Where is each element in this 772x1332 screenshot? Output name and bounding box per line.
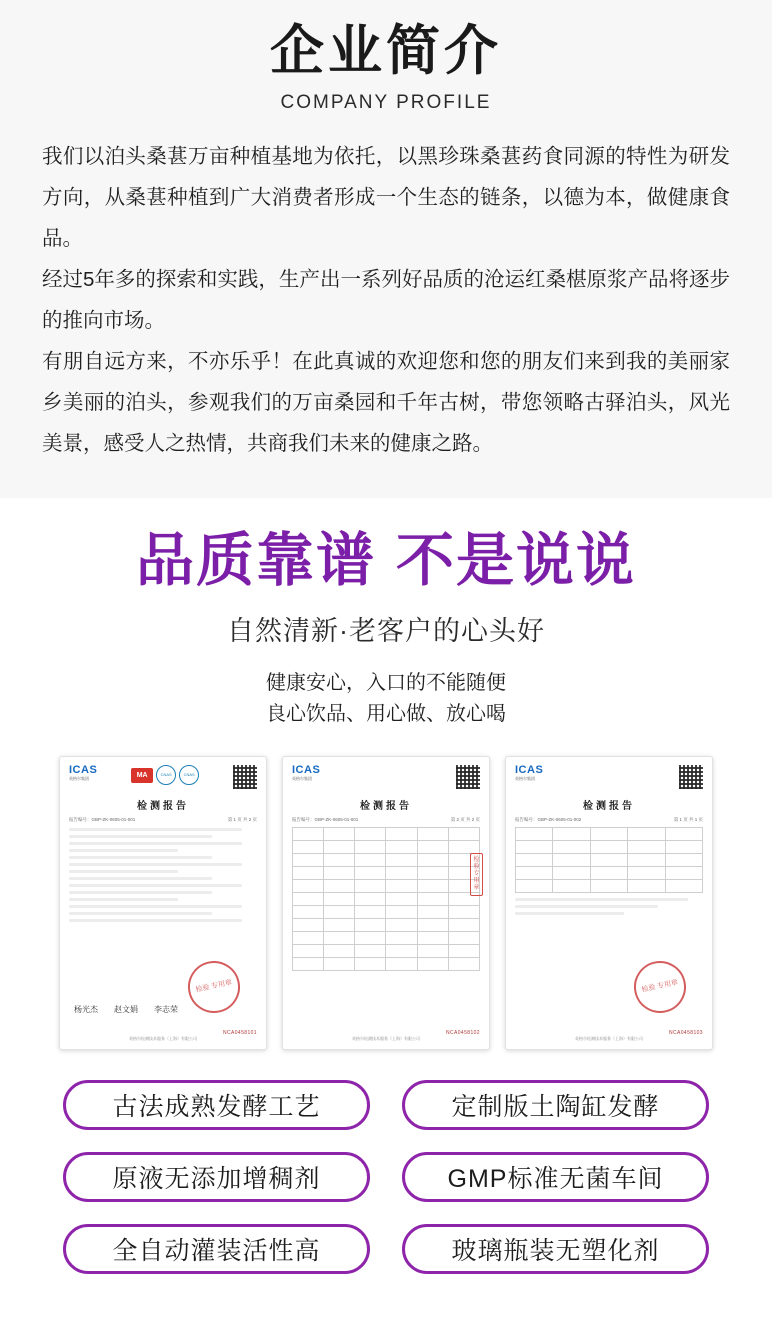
- company-profile-section: [0, 0, 772, 498]
- page-number: 第 1 页 共 2 页: [227, 817, 257, 823]
- text-line: [69, 863, 242, 866]
- side-stamp: 检验专用章: [470, 853, 483, 895]
- certificate-title: 检测报告: [137, 801, 189, 813]
- quality-headline: [0, 526, 772, 596]
- certificate-title: 检测报告: [583, 801, 635, 813]
- icas-logo-text: ICAS: [515, 764, 544, 777]
- page-title: 企业简介: [270, 21, 502, 81]
- text-line: [69, 877, 212, 880]
- cnas-badge-icon: CNAS: [156, 765, 176, 785]
- profile-body: [42, 136, 730, 464]
- table-row: [293, 880, 480, 893]
- icas-logo-text: ICAS: [69, 764, 98, 777]
- feature-pill[interactable]: 原液无添加增稠剂: [63, 1152, 370, 1202]
- text-line: [69, 856, 212, 859]
- quality-subtitle: 自然清新·老客户的心头好: [227, 616, 545, 647]
- table-row: [293, 919, 480, 932]
- signature: 赵文娟: [114, 1005, 138, 1015]
- certificate-meta: [292, 817, 480, 823]
- certificate-meta: [515, 817, 703, 823]
- table-row: [293, 958, 480, 971]
- text-line: [69, 884, 242, 887]
- report-number: 报告编号：GBP-ZK-0605-01-001: [69, 817, 136, 823]
- accreditation-badges: [131, 765, 199, 785]
- certificate-code: NCA0458102: [445, 1030, 480, 1037]
- table-row: [516, 880, 703, 893]
- certificate-title: 检测报告: [360, 801, 412, 813]
- official-stamp: 检验 专用章: [183, 956, 245, 1018]
- quality-headline-right: 不是说说: [396, 527, 637, 593]
- results-table: [292, 827, 480, 971]
- feature-pill-grid: [0, 1080, 772, 1298]
- icas-logo-sub: 英格尔集团: [515, 776, 535, 782]
- table-row: [293, 854, 480, 867]
- table-row: [293, 932, 480, 945]
- certificate-header: [69, 765, 257, 791]
- icas-logo: [515, 765, 543, 781]
- quality-claims: [0, 668, 772, 730]
- text-line: [69, 835, 212, 838]
- certificate-card[interactable]: [59, 756, 267, 1050]
- ma-badge: MA: [131, 768, 153, 783]
- table-row: [293, 828, 480, 841]
- quality-claim-line: 健康安心，入口的不能随便: [266, 672, 506, 695]
- icas-logo: [292, 765, 320, 781]
- feature-pill[interactable]: 古法成熟发酵工艺: [63, 1080, 370, 1130]
- certificate-code: NCA0458101: [222, 1030, 257, 1037]
- text-line: [69, 842, 242, 845]
- profile-paragraph: 有朋自远方来，不亦乐乎！在此真诚的欢迎您和您的朋友们来到我的美丽家乡美丽的泊头，参观我们的万亩桑园和千年古树，带您领略古驿泊头，风光美景，感受人之热情，共商我们未来的健康之路。: [42, 349, 730, 455]
- table-row: [293, 945, 480, 958]
- quality-section: [0, 498, 772, 1299]
- table-row: [516, 841, 703, 854]
- certificate-header: [292, 765, 480, 791]
- text-line: [515, 898, 688, 901]
- text-line: [69, 849, 178, 852]
- quality-claim-line: 良心饮品、用心做、放心喝: [266, 703, 506, 726]
- certificate-meta: [69, 817, 257, 823]
- text-line: [69, 828, 242, 831]
- certificate-code: NCA0458103: [668, 1030, 703, 1037]
- certificate-text-lines: [69, 828, 257, 922]
- profile-paragraph: 经过5年多的探索和实践，生产出一系列好品质的沧运红桑椹原浆产品将逐步的推向市场。: [42, 267, 730, 332]
- official-stamp: 检验 专用章: [629, 956, 691, 1018]
- icas-logo: [69, 765, 97, 781]
- table-row: [293, 841, 480, 854]
- report-number: 报告编号：GBP-ZK-0605-01-001: [292, 817, 359, 823]
- feature-pill[interactable]: 全自动灌装活性高: [63, 1224, 370, 1274]
- icas-logo-text: ICAS: [292, 764, 321, 777]
- table-row: [516, 854, 703, 867]
- icas-logo-sub: 英格尔集团: [292, 776, 312, 782]
- certificate-card[interactable]: [505, 756, 713, 1050]
- signature: 杨光杰: [74, 1005, 98, 1015]
- certificate-footer: 英格尔检测技术服务（上海）有限公司: [352, 1036, 420, 1042]
- page-subtitle-en: COMPANY PROFILE: [280, 91, 492, 113]
- cnas-badge-icon: CNAS: [179, 765, 199, 785]
- signature: 李志荣: [154, 1005, 178, 1015]
- profile-paragraph: 我们以泊头桑葚万亩种植基地为依托，以黑珍珠桑葚药食同源的特性为研发方向，从桑葚种植到广大消费者形成一个生态的链条，以德为本，做健康食品。: [42, 144, 730, 250]
- text-line: [69, 891, 212, 894]
- certificate-footer: 英格尔检测技术服务（上海）有限公司: [575, 1036, 643, 1042]
- text-line: [515, 912, 624, 915]
- text-line: [69, 898, 178, 901]
- qr-code-icon: [233, 765, 257, 789]
- table-row: [516, 867, 703, 880]
- text-line: [69, 919, 242, 922]
- table-row: [293, 906, 480, 919]
- quality-headline-left: 品质靠谱: [135, 527, 376, 593]
- text-line: [69, 870, 178, 873]
- text-line: [69, 905, 242, 908]
- certificate-header: [515, 765, 703, 791]
- qr-code-icon: [679, 765, 703, 789]
- text-line: [69, 912, 212, 915]
- results-table: [515, 827, 703, 893]
- feature-pill[interactable]: 定制版土陶缸发酵: [402, 1080, 709, 1130]
- icas-logo-sub: 英格尔集团: [69, 776, 89, 782]
- certificate-card[interactable]: [282, 756, 490, 1050]
- certificate-text-lines: [515, 898, 703, 915]
- page-number: 第 1 页 共 1 页: [673, 817, 703, 823]
- feature-pill[interactable]: GMP标准无菌车间: [402, 1152, 709, 1202]
- certificate-gallery: [0, 756, 772, 1050]
- table-row: [516, 828, 703, 841]
- table-row: [293, 867, 480, 880]
- text-line: [515, 905, 658, 908]
- certificate-footer: 英格尔检测技术服务（上海）有限公司: [129, 1036, 197, 1042]
- signature-row: [74, 1004, 178, 1015]
- qr-code-icon: [456, 765, 480, 789]
- page-number: 第 2 页 共 2 页: [450, 817, 480, 823]
- table-row: [293, 893, 480, 906]
- report-number: 报告编号：GBP-ZK-0605-01-002: [515, 817, 582, 823]
- feature-pill[interactable]: 玻璃瓶装无塑化剂: [402, 1224, 709, 1274]
